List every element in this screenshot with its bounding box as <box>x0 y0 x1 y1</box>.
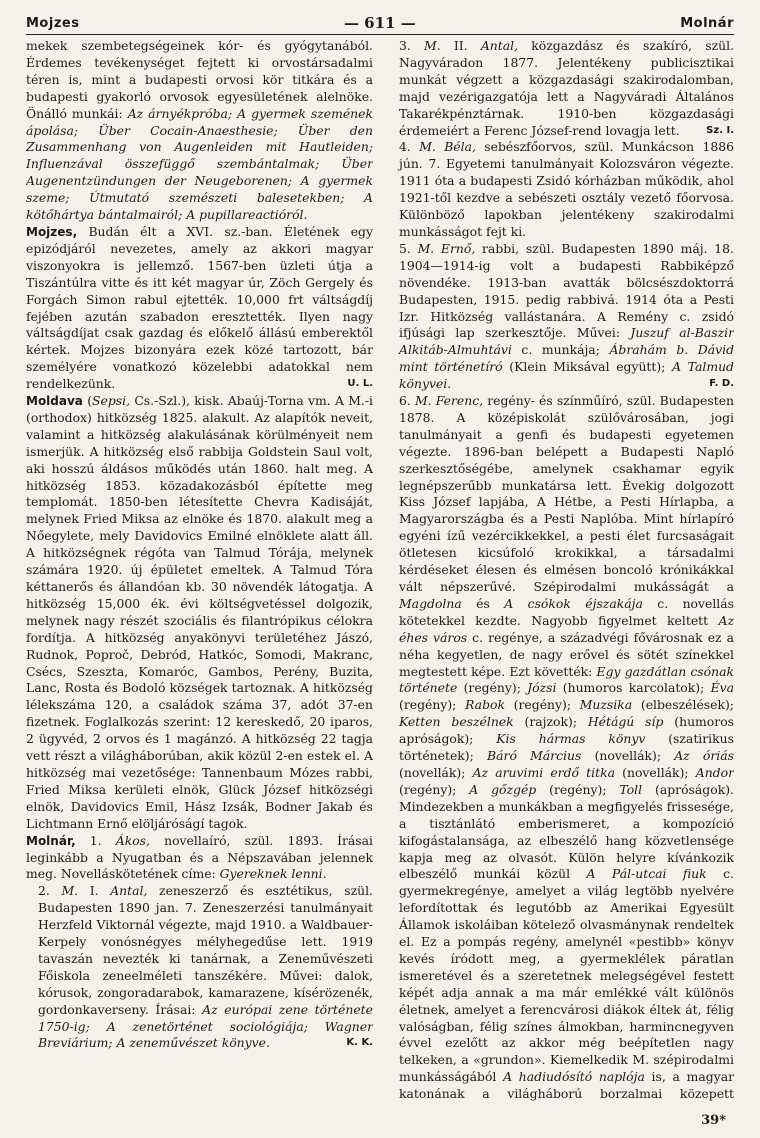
author-signature: U. L. <box>347 378 373 390</box>
running-header <box>26 12 734 35</box>
author-signature: Sz. I. <box>706 124 734 136</box>
entry-molnar-bela: 4. M. Béla, sebészfőorvos, szül. Munkácson 1886 jún. 7. Egyetemi tanulmányait Kolozsváron végezte. 1911 óta a budapesti Zsidó kórházban működik, ahol 1921-től kezdve a sebészeti osztály vezető főorvosa. Különböző lapokban jelentékeny szakirodalmi munkásságot fejt ki. <box>399 139 734 239</box>
headword: Moldava <box>26 394 83 409</box>
entry-mojzes: Mojzes, Budán élt a XVI. sz.-ban. Életének egy epizódjáról nevezetes, amely az akkori magyar viszonyokra is jellemző. 1567-ben üzleti útja a Tiszántúlra vitte és itt két magyar úr, Zöch Gergely és Forgách Simon rabul ejtették. 10,000 frt váltságdíj fejében azután szabadon eresztették. Ilyen nagy váltságdíjat csak gazdag és előkelő állású emberektől kértek. Mojzes bizonyára ezek közé tartozott, bár személyére vonatkozó közelebbi adatokkal nem rendelkezünk. U. L. <box>26 223 373 392</box>
header-right-keyword: Molnár <box>680 15 734 31</box>
entry-continuation: mekek szembetegségeinek kór- és gyógytanából. Érdemes tevékenységet fejtett ki orvostársadalmi téren is, mint a budapesti orvosi kör titkára és a budapesti gyakorló orvosok egyesületének alelnöke. Önálló munkái: Az árnyékpróba; A gyermek szemének ápolása; Über Cocain-Anaesthesie; Über den Zusammenhang von Augenleiden mit Hautleiden; Influenzával összefüggő szembántalmak; Über Augenentzündungen der Neugeborenen; A gyermek szeme; Útmutató szemészeti balesetekben; A kötőhártya bántalmairól; A pupillareactióról. <box>26 38 373 223</box>
entry-molnar-antal-1: 2. M. I. Antal, zeneszerző és esztétikus, szül. Budapesten 1890 jan. 7. Zeneszerzési tanulmányait Herzfeld Viktornál végezte, majd 1910. a Waldbauer-Kerpely vonósnégyes mélyhegedűse lett. 1919 tavaszán nevezték ki tanárnak, a Zeneművészeti Főiskola zeneelméleti tanszékére. Művei: dalok, kórusok, zongoradarabok, kamarazene, kísérözenék, gordonkaverseny. Írásai: Az európai zene története 1750-ig; A zenetörténet sociológiája; Wagner Breviárium; A zeneművészet könyve. K. K. <box>38 883 373 1051</box>
entry-moldava: Moldava (Sepsi, Cs.-Szl.), kisk. Abaúj-Torna vm. A M.-i (orthodox) hitközség 1825. alakult. Az alapítók neveit, valamint a hitközség alakulásának körülményeit nem ismerjük. A hitközség első rabbija Goldstein Saul volt, aki hosszú áldásos működés után 1860. halt meg. A hitközség 1853. közadakozásból építette meg templomát. 1850-ben létesítette Chevra Kadisáját, melynek Fried Miksa az elnöke és 1870. alakult meg a Nőegylete, mely Davidovics Emilné elnöklete alatt áll. A hitközségnek régóta van Talmud Tórája, melynek számára 1920. új épületet emeltek. A Talmud Tóra kéttanerős és állandóan kb. 30 növendék látogatja. A hitközség 15,000 ék. évi költségvetéssel dolgozik, melynek nagy részét szociális és filantrópikus célokra fordítja. A hitközség anyakönyvi területéhez Jászó, Rudnok, Poproč, Debród, Hatkóc, Somodi, Makranc, Csécs, Szeszta, Komaróc, Gambos, Perény, Buzita, Lanc, Rosta és Bodoló községek tartoznak. A hitközség lélekszáma 120, a családok száma 37, adót 37-en fizetnek. Foglalkozás szerint: 12 kereskedő, 20 iparos, 2 ügyvéd, 2 orvos és 1 magánzó. A hitközség 22 tagja vett részt a világháborúban, akik közül 2-en estek el. A hitközség mai vezetősége: Tannenbaum Mózes rabbi, Fried Miksa kerületi elnök, Glück József hitközségi elnök, Davidovics Emil, Hász Izsák, Bodner Jakab és Lichtmann Ernő elöljáróságí tagok. <box>26 393 373 831</box>
entry-molnar-akos: Molnár, 1. Ákos, novellaíró, szül. 1893. Írásai leginkább a Nyugatban és a Népszavában jelennek meg. Novelláskötetének címe: Gyereknek lenni. <box>26 832 373 882</box>
entry-molnar-antal-2: 3. M. II. Antal, közgazdász és szakíró, szül. Nagyváradon 1877. Jelentékeny publicisztikai munkát végzett a közgazdasági szakirodalomban, majd vezérigazgatója lett a Nagyváradi Általános Takarékpénztárnak. 1910-ben közgazdasági érdemeiért a Ferenc József-rend lovagja lett. Sz. I. <box>399 38 734 138</box>
author-signature: F. D. <box>709 378 734 390</box>
headword: Molnár, <box>26 833 76 848</box>
header-left-keyword: Mojzes <box>26 15 80 31</box>
headword: Mojzes, <box>26 224 78 239</box>
text-columns <box>26 38 734 1104</box>
right-column <box>387 38 734 1104</box>
page-number: — 611 — <box>343 14 416 32</box>
author-signature: K. K. <box>346 1037 373 1049</box>
entry-molnar-erno: 5. M. Ernő, rabbi, szül. Budapesten 1890 máj. 18. 1904—1914-ig volt a budapesti Rabbiképző növendéke. 1913-ban avatták bölcsészdoktorrá Budapesten, 1915. pedig rabbivá. 1914 óta a Pesti Izr. Hitközség vallástanára. A Remény c. zsidó ifjúsági lap szerkesztője. Művei: Juszuf al-Baszir Alkitáb-Almuhtávi c. munkája; Ábrahám b. Dávid mint történetíró (Klein Miksával együtt); A Talmud könyvei. F. D. <box>399 240 734 392</box>
left-column <box>26 38 373 1104</box>
signature-mark: 39* <box>701 1113 726 1128</box>
entry-molnar-ferenc: 6. M. Ferenc, regény- és színműíró, szül. Budapesten 1878. A középiskolát szülővárosában, jogi tanulmányait a genfi és budapesti egyetemen végezte. 1896-ban belépett a Budapesti Napló szerkesztőségébe, amelynek csakhamar egyik legnépszerűbb munkatársa lett. Évekig dolgozott Kiss József lapjába, A Hétbe, a Pesti Hírlapba, a Magyarországba és a Pesti Naplóba. Mint hírlapíró egyéni ízű vezércikkekkel, a pesti élet furcsaságait ötletesen kicsúfoló krokikkal, a társadalmi kérdéseket élesen és elmésen boncoló krónikákkal vált népszerűvé. Szépirodalmi mukásságát a Magdolna és A csókok éjszakája c. novellás kötetekkel kezdte. Nagyobb figyelmet keltett Az éhes város c. regénye, a századvégi fővárosnak ez a néha kegyetlen, de nagy erővel és sötét színekkel megtestett képe. Ezt követték: Egy gazdátlan csónak története (regény); Józsi (humoros karcolatok); Éva (regény); Rabok (regény); Muzsika (elbeszélések); Ketten beszélnek (rajzok); Hétágú síp (humoros apróságok); Kis hármas könyv (szatirikus történetek); Báró Március (novellák); Az óriás (novellák); Az aruvimi erdő titka (novellák); Andor (regény); A gőzgép (regény); Toll (apróságok). Mindezekben a munkákban a megfigyelés frissesége, a tisztánlátó emberismeret, a kompozíció kifogástalansága, az elbeszélő hang közvetlensége kapja meg az olvasót. Külön helyre kívánkozik elbeszélő munkái közül A Pál-utcai fiuk c. gyermekregénye, amelyet a világ legtöbb nyelvére lefordítottak és legutóbb az Amerikai Egyesült Államok iskoláiban kötelező olvasmánynak rendeltek el. Ez a pompás regény, amelynél «pestibb» könyv kevés íródott meg, a gyermeklélek páratlan ismeretével és a szeretetnek melegségével festett képét adja annak a ma már emlékké vált különös életnek, amelyet a ferencvárosi diákok éltek át, félig valóságban, félig színes álmokban, harmincnegyven évvel ezelőtt az akkor még beépítetlen nagy telkeken, a «grundon». Kiemelkedik M. szépirodalmi munkásságából A hadiudósító naplója is, a magyar katonának a világháború borzalmai közepett <box>399 393 734 1102</box>
